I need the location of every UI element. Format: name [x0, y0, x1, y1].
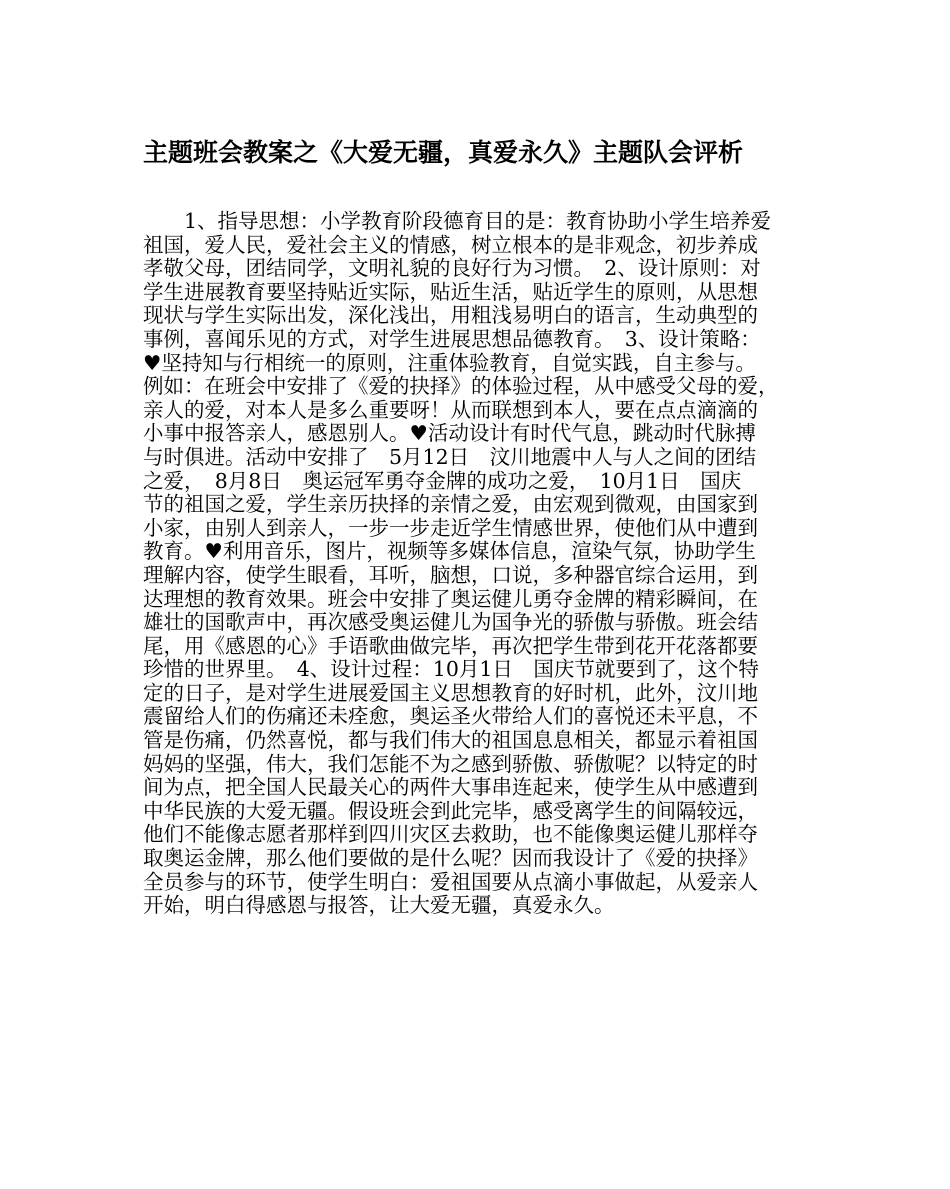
body-line: 之爱， 8月8日 奥运冠军勇夺金牌的成功之爱， 10月1日 国庆 [143, 468, 742, 493]
body-line: 事例，喜闻乐见的方式，对学生进展思想品德教育。 3、设计策略： [143, 326, 761, 351]
document-body [143, 210, 809, 918]
body-line: 定的日子，是对学生进展爱国主义思想教育的好时机，此外，汶川地 [143, 680, 758, 705]
body-line: 孝敬父母，团结同学，文明礼貌的良好行为习惯。 2、设计原则：对 [143, 256, 761, 281]
body-line: 开始，明白得感恩与报答，让大爱无疆，真爱永久。 [143, 893, 615, 918]
body-line: 1、指导思想：小学教育阶段德育目的是：教育协助小学生培养爱 [143, 209, 772, 233]
body-line: 取奥运金牌，那么他们要做的是什么呢？因而我设计了《爱的抉择》 [143, 846, 758, 871]
body-line: 间为点，把全国人民最关心的两件大事串连起来，使学生从中感遭到 [143, 775, 758, 800]
body-line: 他们不能像志愿者那样到四川灾区去救助，也不能像奥运健儿那样夺 [143, 822, 758, 847]
body-line: 亲人的爱，对本人是多么重要呀！从而联想到本人，要在点点滴滴的 [143, 397, 758, 422]
body-line: 雄壮的国歌声中，再次感受奥运健儿为国争光的骄傲与骄傲。班会结 [143, 610, 758, 635]
body-line: 祖国，爱人民，爱社会主义的情感，树立根本的是非观念，初步养成 [143, 232, 758, 257]
body-line: 学生进展教育要坚持贴近实际，贴近生活，贴近学生的原则，从思想 [143, 279, 758, 304]
body-line: 现状与学生实际出发，深化浅出，用粗浅易明白的语言，生动典型的 [143, 303, 758, 328]
body-line: 小家，由别人到亲人，一步一步走近学生情感世界，使他们从中遭到 [143, 515, 758, 540]
body-line: 与时俱进。活动中安排了 5月12日 汶川地震中人与人之间的团结 [143, 444, 757, 469]
body-line: 节的祖国之爱，学生亲历抉择的亲情之爱，由宏观到微观，由国家到 [143, 492, 758, 517]
body-line: 理解内容，使学生眼看，耳听，脑想，口说，多种器官综合运用，到 [143, 562, 758, 587]
body-line: 小事中报答亲人，感恩别人。♥活动设计有时代气息，跳动时代脉搏 [143, 421, 756, 446]
body-line: 尾，用《感恩的心》手语歌曲做完毕，再次把学生带到花开花落都要 [143, 633, 758, 658]
body-line: ♥坚持知与行相统一的原则，注重体验教育，自觉实践，自主参与。 [143, 350, 756, 375]
body-line: 管是伤痛，仍然喜悦，都与我们伟大的祖国息息相关，都显示着祖国 [143, 728, 758, 753]
body-line: 震留给人们的伤痛还未痊愈，奥运圣火带给人们的喜悦还未平息，不 [143, 704, 758, 729]
body-line: 达理想的教育效果。班会中安排了奥运健儿勇夺金牌的精彩瞬间，在 [143, 586, 758, 611]
body-line: 妈妈的坚强，伟大，我们怎能不为之感到骄傲、骄傲呢？以特定的时 [143, 751, 758, 776]
body-line: 教育。♥利用音乐，图片，视频等多媒体信息，渲染气氛，协助学生 [143, 539, 756, 564]
body-line: 全员参与的环节，使学生明白：爱祖国要从点滴小事做起，从爱亲人 [143, 869, 758, 894]
body-line: 例如：在班会中安排了《爱的抉择》的体验过程，从中感受父母的爱， [143, 374, 779, 399]
body-line: 珍惜的世界里。 4、设计过程：10月1日 国庆节就要到了，这个特 [143, 657, 759, 682]
body-line: 中华民族的大爱无疆。假设班会到此完毕，感受离学生的间隔较远， [143, 798, 758, 823]
document-title: 主题班会教案之《大爱无疆，真爱永久》主题队会评析 [143, 138, 744, 167]
